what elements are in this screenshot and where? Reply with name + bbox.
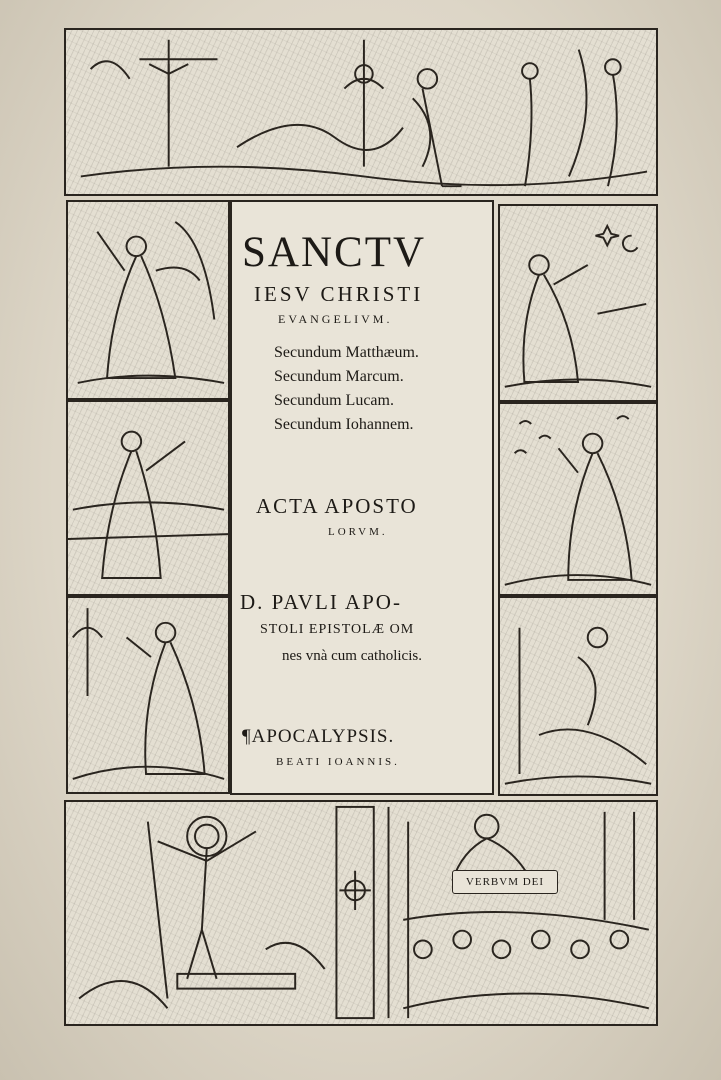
- acts-title-line1: ACTA APOSTO: [256, 494, 418, 518]
- left-panel-2: [66, 400, 230, 596]
- gospel-luke: Secundum Lucam.: [274, 392, 394, 409]
- title-evangelium: EVANGELIVM.: [278, 312, 393, 326]
- evangelist-mark-woodcut: [68, 402, 228, 594]
- paul-title-line2: STOLI EPISTOLÆ OM: [260, 622, 415, 637]
- title-sanctum: SANCTV: [242, 229, 427, 276]
- evangelist-luke-woodcut: [68, 598, 228, 792]
- paul-title-line1: D. PAVLI APO-: [240, 590, 402, 614]
- title-text-box: [230, 200, 494, 795]
- title-iesu-christi: IESV CHRISTI: [254, 282, 424, 306]
- resurrection-and-preaching-woodcut: [66, 802, 656, 1024]
- gospel-mark: Secundum Marcum.: [274, 368, 404, 385]
- acts-title-line2: LORVM.: [328, 526, 388, 538]
- gospel-john: Secundum Iohannem.: [274, 416, 414, 433]
- paul-title-line3: nes vnà cum catholicis.: [282, 648, 422, 664]
- verbum-dei-banner: VERBVM DEI: [452, 870, 558, 894]
- left-panel-3: [66, 596, 230, 794]
- top-woodcut-panel: [64, 28, 658, 196]
- evangelist-matthew-woodcut: [68, 202, 228, 398]
- apocalypse-title-line2: BEATI IOANNIS.: [276, 756, 400, 768]
- bottom-woodcut-panel: [64, 800, 658, 1026]
- apocalypse-title-line1: ¶APOCALYPSIS.: [242, 726, 395, 747]
- left-panel-1: [66, 200, 230, 400]
- crucifixion-and-eden-woodcut: [66, 30, 656, 194]
- gospel-matthew: Secundum Matthæum.: [274, 344, 419, 361]
